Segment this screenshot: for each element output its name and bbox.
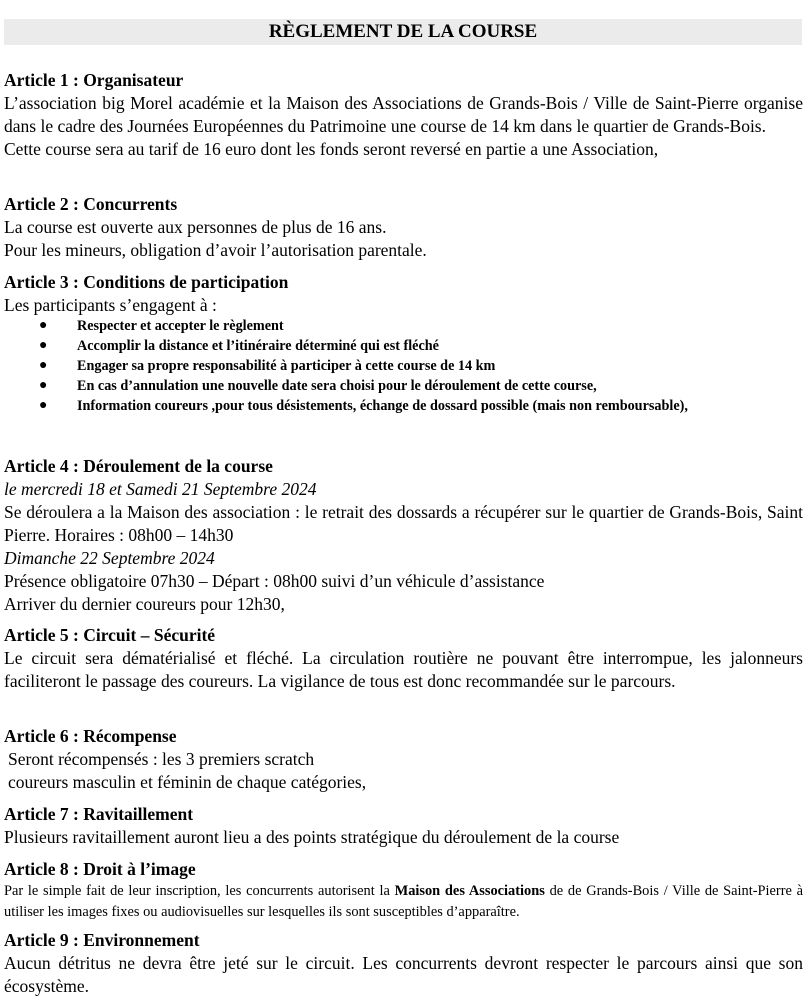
- article-6: [4, 725, 803, 794]
- list-item: ● Accomplir la distance et l’itinéraire déterminé qui est fléché: [39, 338, 439, 354]
- article-1: [4, 69, 803, 161]
- list-item: ● Engager sa propre responsabilité à participer à cette course de 14 km: [39, 358, 496, 374]
- article-1-heading: Article 1 : Organisateur: [4, 70, 184, 90]
- list-item: ● Respecter et accepter le règlement: [39, 318, 284, 334]
- article-7: [4, 803, 803, 849]
- article-5-heading: Article 5 : Circuit – Sécurité: [4, 625, 216, 645]
- bullet-icon: ●: [39, 398, 48, 413]
- article-9: [4, 929, 803, 998]
- bullet-icon: ●: [39, 358, 48, 373]
- article-5: [4, 624, 803, 693]
- conditions-list: [4, 316, 803, 416]
- article-3-heading: Article 3 : Conditions de participation: [4, 272, 289, 292]
- article-6-paragraph: Seront récompensés : les 3 premiers scratch: [8, 749, 315, 769]
- list-item: ● En cas d’annulation une nouvelle date sera choisi pour le déroulement de cette course,: [39, 378, 597, 394]
- article-4-heading: Article 4 : Déroulement de la course: [4, 456, 273, 476]
- article-4: [4, 455, 803, 616]
- bullet-icon: ●: [39, 318, 48, 333]
- article-4-date-1: le mercredi 18 et Samedi 21 Septembre 2024: [4, 479, 317, 499]
- article-2-heading: Article 2 : Concurrents: [4, 194, 178, 214]
- maison-des-associations-bold: Maison des Associations: [394, 883, 545, 899]
- article-6-heading: Article 6 : Récompense: [4, 726, 177, 746]
- article-1-paragraph: L’association big Morel académie et la Maison des Associations de Grands-Bois / Ville de Saint-Pierre organise dans le cadre des Journées Européennes du Patrimoine une course de 14 km dans le quartier de Grands-Bois.: [4, 93, 803, 136]
- article-2-paragraph: La course est ouverte aux personnes de plus de 16 ans.: [4, 217, 387, 237]
- article-2-paragraph-2: Pour les mineurs, obligation d’avoir l’autorisation parentale.: [4, 240, 427, 260]
- list-item: ● Information coureurs ,pour tous désistements, échange de dossard possible (mais non remboursable),: [39, 398, 688, 414]
- article-5-paragraph: Le circuit sera dématérialisé et fléché. La circulation routière ne pouvant être interrompue, les jalonneurs faciliteront le passage des coureurs. La vigilance de tous est donc recommandée sur le parcours.: [4, 648, 803, 691]
- article-9-heading: Article 9 : Environnement: [4, 930, 200, 950]
- article-2: [4, 193, 803, 262]
- article-3-intro: Les participants s’engagent à :: [4, 295, 217, 315]
- article-8-heading: Article 8 : Droit à l’image: [4, 859, 196, 879]
- article-3: [4, 271, 803, 416]
- article-8: [4, 858, 803, 923]
- article-7-heading: Article 7 : Ravitaillement: [4, 804, 194, 824]
- article-7-paragraph: Plusieurs ravitaillement auront lieu a des points stratégique du déroulement de la course: [4, 827, 620, 847]
- article-9-paragraph: Aucun détritus ne devra être jeté sur le circuit. Les concurrents devront respecter le parcours ainsi que son écosystème.: [4, 953, 803, 996]
- bullet-icon: ●: [39, 378, 48, 393]
- article-4-date-2: Dimanche 22 Septembre 2024: [4, 548, 215, 568]
- article-4-paragraph-3: Arriver du dernier coureurs pour 12h30,: [4, 594, 285, 614]
- bullet-icon: ●: [39, 338, 48, 353]
- article-6-paragraph-2: coureurs masculin et féminin de chaque catégories,: [8, 772, 367, 792]
- document-title: RÈGLEMENT DE LA COURSE: [4, 19, 802, 45]
- article-1-paragraph-2: Cette course sera au tarif de 16 euro dont les fonds seront reversé en partie a une Association,: [4, 139, 659, 159]
- article-4-paragraph: Se déroulera a la Maison des association : le retrait des dossards a récupérer sur le quartier de Grands-Bois, Saint Pierre. Horaires : 08h00 – 14h30: [4, 502, 803, 545]
- article-8-paragraph: Par le simple fait de leur inscription, les concurrents autorisent la Maison des Associations de de Grands-Bois / Ville de Saint-Pierre à utiliser les images fixes ou audiovisuelles sur lesquelles ils sont susceptibles d’apparaître.: [4, 883, 804, 920]
- article-4-paragraph-2: Présence obligatoire 07h30 – Départ : 08h00 suivi d’un véhicule d’assistance: [4, 571, 545, 591]
